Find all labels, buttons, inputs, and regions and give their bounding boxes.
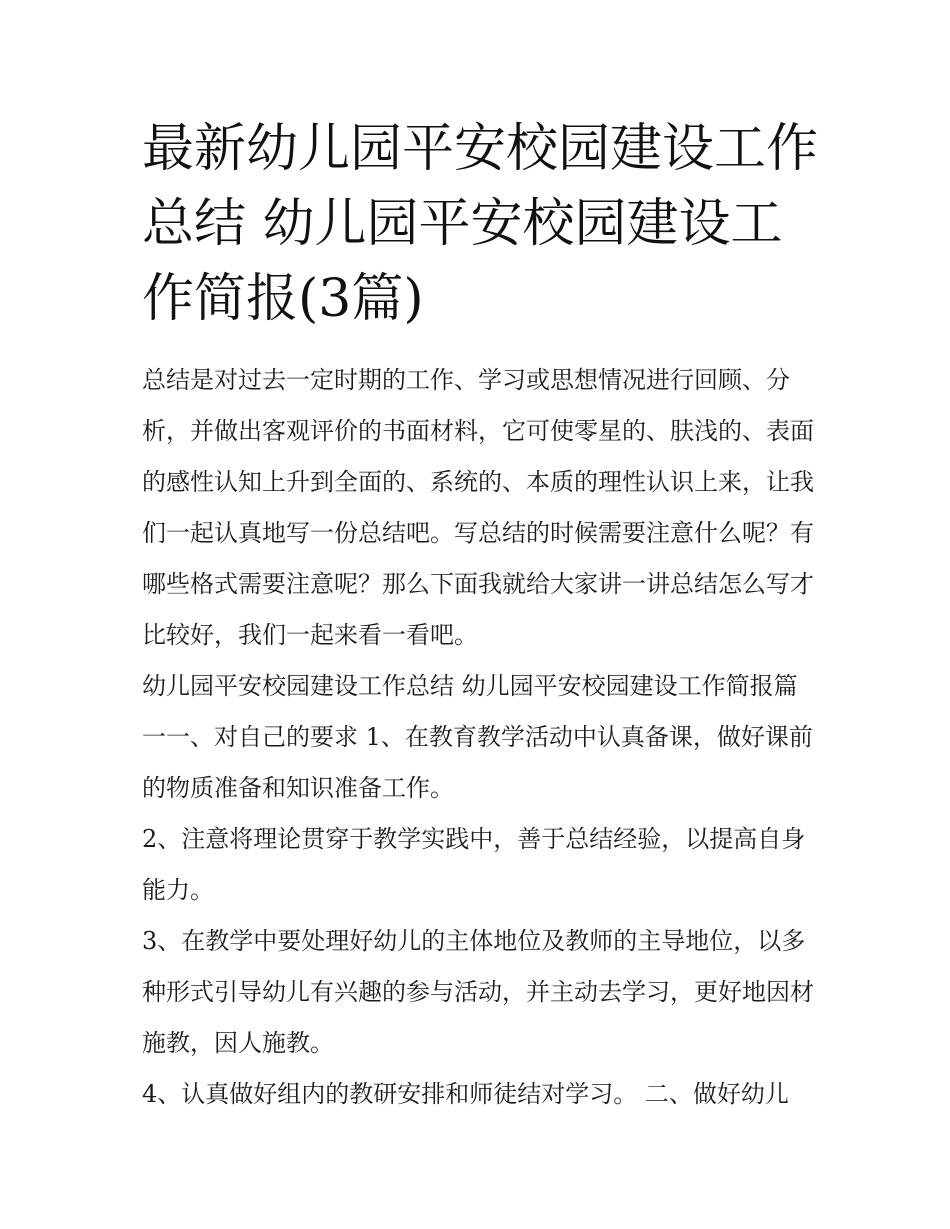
item-three-paragraph: 3、在教学中要处理好幼儿的主体地位及教师的主导地位，以多种形式引导幼儿有兴趣的参与活动，并主动去学习，更好地因材施教，因人施教。: [142, 927, 814, 1057]
intro-paragraph: 总结是对过去一定时期的工作、学习或思想情况进行回顾、分析，并做出客观评价的书面材料，它可使零星的、肤浅的、表面的感性认知上升到全面的、系统的、本质的理性认识上来，让我们一起认真地写一份总结吧。写总结的时候需要注意什么呢？有哪些格式需要注意呢？那么下面我就给大家讲一讲总结怎么写才比较好，我们一起来看一看吧。: [142, 366, 814, 649]
item-two-paragraph: 2、注意将理论贯穿于教学实践中，善于总结经验，以提高自身能力。: [142, 825, 806, 904]
section-one-paragraph: 幼儿园平安校园建设工作总结 幼儿园平安校园建设工作简报篇一一、对自己的要求 1、在教育教学活动中认真备课，做好课前的物质准备和知识准备工作。: [142, 672, 813, 802]
document-body: [142, 355, 817, 1120]
item-four-paragraph: 4、认真做好组内的教研安排和师徒结对学习。 二、做好幼儿: [142, 1080, 789, 1108]
document-title: 最新幼儿园平安校园建设工作总结 幼儿园平安校园建设工作简报(3篇): [142, 119, 819, 329]
